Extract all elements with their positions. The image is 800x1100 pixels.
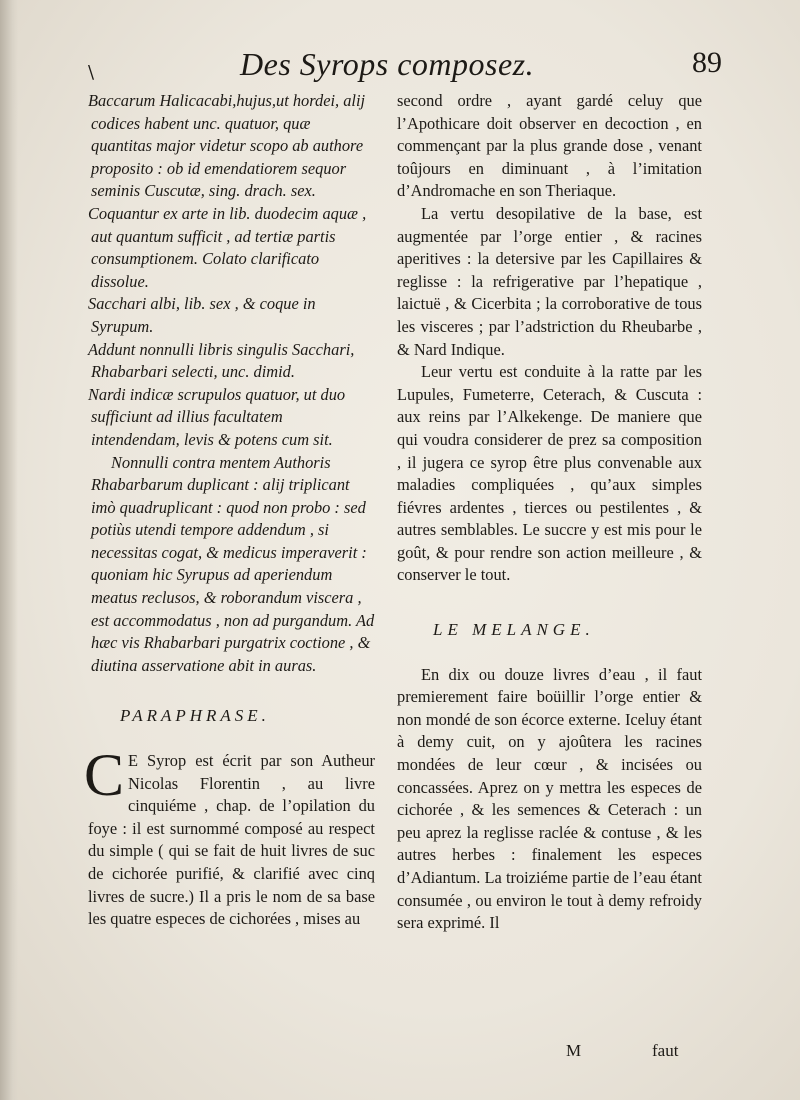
latin-entry: Baccarum Halicacabi,hujus,ut hordei, alij codices habent unc. quatuor, quæ quantitas major videtur scopo ab authore proposito : ob id emendatiorem sequor seminis Cuscutæ, sing. drach. sex. <box>88 91 366 201</box>
latin-entry: Addunt nonnulli libris singulis Sacchari, Rhabarbari selecti, unc. dimid. <box>88 339 355 382</box>
latin-entry: Nardi indicæ scrupulos quatuor, ut duo sufficiunt ad illius facultatem intendendam, levis & potens cum sit. <box>88 384 346 449</box>
paragraph: En dix ou douze livres d’eau , il faut premierement faire boüillir l’orge entier & non mondé de son écorce externe. Iceluy étant à demy cuit, on y ajoûtera les racines mondées de leur cœur , & incisées ou concassées. Aprez on y mettra les especes de cichorée , & les semences & Ceterach : un peu aprez la reglisse raclée & contuse , & les autres herbes : finalement les especes d’Adiantum. La troiziéme partie de l’eau étant consumée , ou environ le tout à demy refroidy sera exprimé. Il <box>397 664 702 933</box>
paragraph: Leur vertu est conduite à la ratte par les Lupules, Fumeterre, Ceterach, & Cuscuta : aux reins par l’Alkekenge. De maniere que qui voudra considerer de prez sa composition , il jugera ce syrop être plus convenable aux maladies compliquées , qu’aux simples fiévres ardentes , tierces ou pestilentes , & autres semblables. Le succre y est mis pour le goût, & pour rendre son action meilleure , & conserver le tout. <box>397 362 702 585</box>
paraphrase-block <box>84 742 375 931</box>
catchword: faut <box>652 1041 679 1060</box>
paraphrase-text: E Syrop est écrit par son Autheur Nicolas Florentin , au livre cinquiéme , chap. de l’opilation du foye : il est surnommé composé au respect du simple ( qui se fait de huit livres de suc de cichorée purifié, & clarifié avec cinq livres de sucre.) Il a pris le nom de sa base les quatre especes de cichorées , mises au <box>88 751 375 929</box>
paragraph: second ordre , ayant gardé celuy que l’Apothicare doit observer en decoction , en commençant par la plus grande dose , venant toûjours en diminuant , à l’imitation d’Andromache en son Theriaque. <box>397 91 702 201</box>
page-gutter <box>0 0 18 1100</box>
right-column <box>397 90 702 935</box>
latin-entry: Sacchari albi, lib. sex , & coque in Syrupum. <box>88 294 316 336</box>
latin-entry: Nonnulli contra mentem Authoris Rhabarbarum duplicant : alij triplicant imò quadruplicant : quod non probo : sed potiùs utendi tempore addendum , si necessitas cogat, & medicus imperaverit : quoniam hic Syrupus ad aperiendum meatus reclusos, & roborandum viscera , est accommodatus , non ad purgandum. Ad hæc vis Rhabarbari purgatrix coctione , & diutina asservatione abit in auras. <box>91 452 375 675</box>
drop-capital: C <box>84 742 125 809</box>
paraphrase-heading: PARAPHRASE. <box>120 706 270 726</box>
page-header <box>80 44 720 94</box>
paragraph: La vertu desopilative de la base, est augmentée par l’orge entier , & racines aperitives : la detersive par les Capillaires & reglisse : la refrigerative par l’hepatique , laictuë , & Cicerbita ; la corroborative de tous les visceres ; par l’adstriction du Rheubarbe , & Nard Indique. <box>397 203 702 359</box>
running-title: Des Syrops composez. <box>240 46 535 82</box>
header-mark: \ <box>88 62 95 83</box>
melange-heading: LE MELANGE. <box>433 620 595 640</box>
signature-mark: M <box>566 1041 582 1060</box>
page-number: 89 <box>692 46 722 79</box>
latin-recipe <box>88 90 375 677</box>
left-column <box>84 90 375 931</box>
latin-entry: Coquantur ex arte in lib. duodecim aquæ , aut quantum sufficit , ad tertiæ partis consumptionem. Colato clarificato dissolue. <box>88 203 367 291</box>
